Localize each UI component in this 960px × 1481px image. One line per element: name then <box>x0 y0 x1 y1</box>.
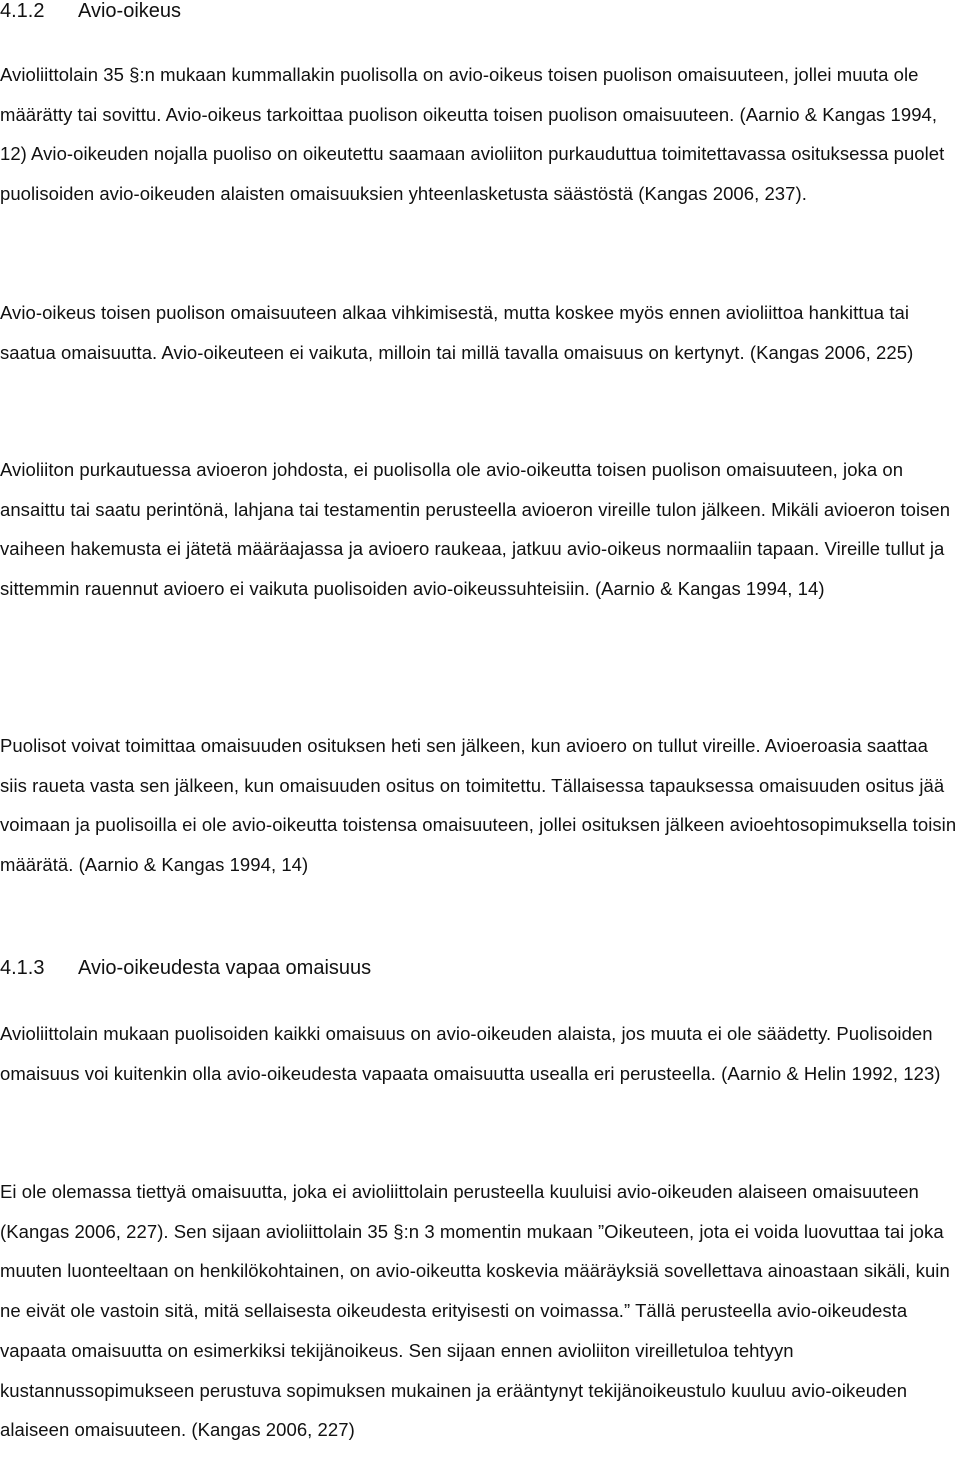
section-title: Avio-oikeudesta vapaa omaisuus <box>78 957 372 979</box>
paragraph: Avioliiton purkautuessa avioeron johdosta, ei puolisolla ole avio-oikeutta toisen puolison omaisuuteen, joka on ansaittu tai saatu perintönä, lahjana tai testamentin perusteella avioeron vireille tulon jälkeen. Mikäli avioeron toisen vaiheen hakemusta ei jätetä määräajassa ja avioero raukeaa, jatkuu avio-oikeus normaaliin tapaan. Vireille tullut ja sittemmin rauennut avioero ei vaikuta puolisoiden avio-oikeussuhteisiin. (Aarnio & Kangas 1994, 14) <box>0 459 951 600</box>
section-number: 4.1.2 <box>0 0 45 22</box>
section-title: Avio-oikeus <box>78 0 182 22</box>
paragraph: Avio-oikeus toisen puolison omaisuuteen alkaa vihkimisestä, mutta koskee myös ennen avioliittoa hankittua tai saatua omaisuutta. Avio-oikeuteen ei vaikuta, milloin tai millä tavalla omaisuus on kertynyt. (Kangas 2006, 225) <box>0 302 914 363</box>
paragraph: Avioliittolain 35 §:n mukaan kummallakin puolisolla on avio-oikeus toisen puolison omaisuuteen, jollei muuta ole määrätty tai sovittu. Avio-oikeus tarkoittaa puolison oikeutta toisen puolison omaisuuteen. (Aarnio & Kangas 1994, 12) Avio-oikeuden nojalla puoliso on oikeutettu saamaan avioliiton purkauduttua toimitettavassa osituksessa puolet puolisoiden avio-oikeuden alaisten omaisuuksien yhteenlasketusta säästöstä (Kangas 2006, 237). <box>0 64 945 205</box>
section-heading-avio-oikeudesta-vapaa <box>0 954 958 982</box>
paragraph: Avioliittolain mukaan puolisoiden kaikki omaisuus on avio-oikeuden alaista, jos muuta ei ole säädetty. Puolisoiden omaisuus voi kuitenkin olla avio-oikeudesta vapaata omaisuutta usealla eri perusteella. (Aarnio & Helin 1992, 123) <box>0 1023 941 1084</box>
paragraph: Ei ole olemassa tiettyä omaisuutta, joka ei avioliittolain perusteella kuuluisi avio-oikeuden alaiseen omaisuuteen (Kangas 2006, 227). Sen sijaan avioliittolain 35 §:n 3 momentin mukaan ”Oikeuteen, jota ei voida luovuttaa tai joka muuten luonteeltaan on henkilökohtainen, on avio-oikeutta koskevia määräyksiä sovellettava ainoastaan sikäli, kuin ne eivät ole vastoin sitä, mitä sellaisesta oikeudesta erityisesti on voimassa.” Tällä perusteella avio-oikeudesta vapaata omaisuutta on esimerkiksi tekijänoikeus. Sen sijaan ennen avioliiton vireilletuloa tehtyyn kustannussopimukseen perustuva sopimuksen mukainen ja erääntynyt tekijänoikeustulo kuuluu avio-oikeuden alaiseen omaisuuteen. (Kangas 2006, 227) <box>0 1181 950 1441</box>
paragraph: Puolisot voivat toimittaa omaisuuden osituksen heti sen jälkeen, kun avioero on tullut vireille. Avioeroasia saattaa siis raueta vasta sen jälkeen, kun omaisuuden ositus on toimitettu. Tällaisessa tapauksessa omaisuuden ositus jää voimaan ja puolisoilla ei ole avio-oikeutta toistensa omaisuuteen, jollei osituksen jälkeen avioehtosopimuksella toisin määrätä. (Aarnio & Kangas 1994, 14) <box>0 735 957 876</box>
section-heading-avio-oikeus <box>0 0 958 25</box>
section-number: 4.1.3 <box>0 957 45 979</box>
